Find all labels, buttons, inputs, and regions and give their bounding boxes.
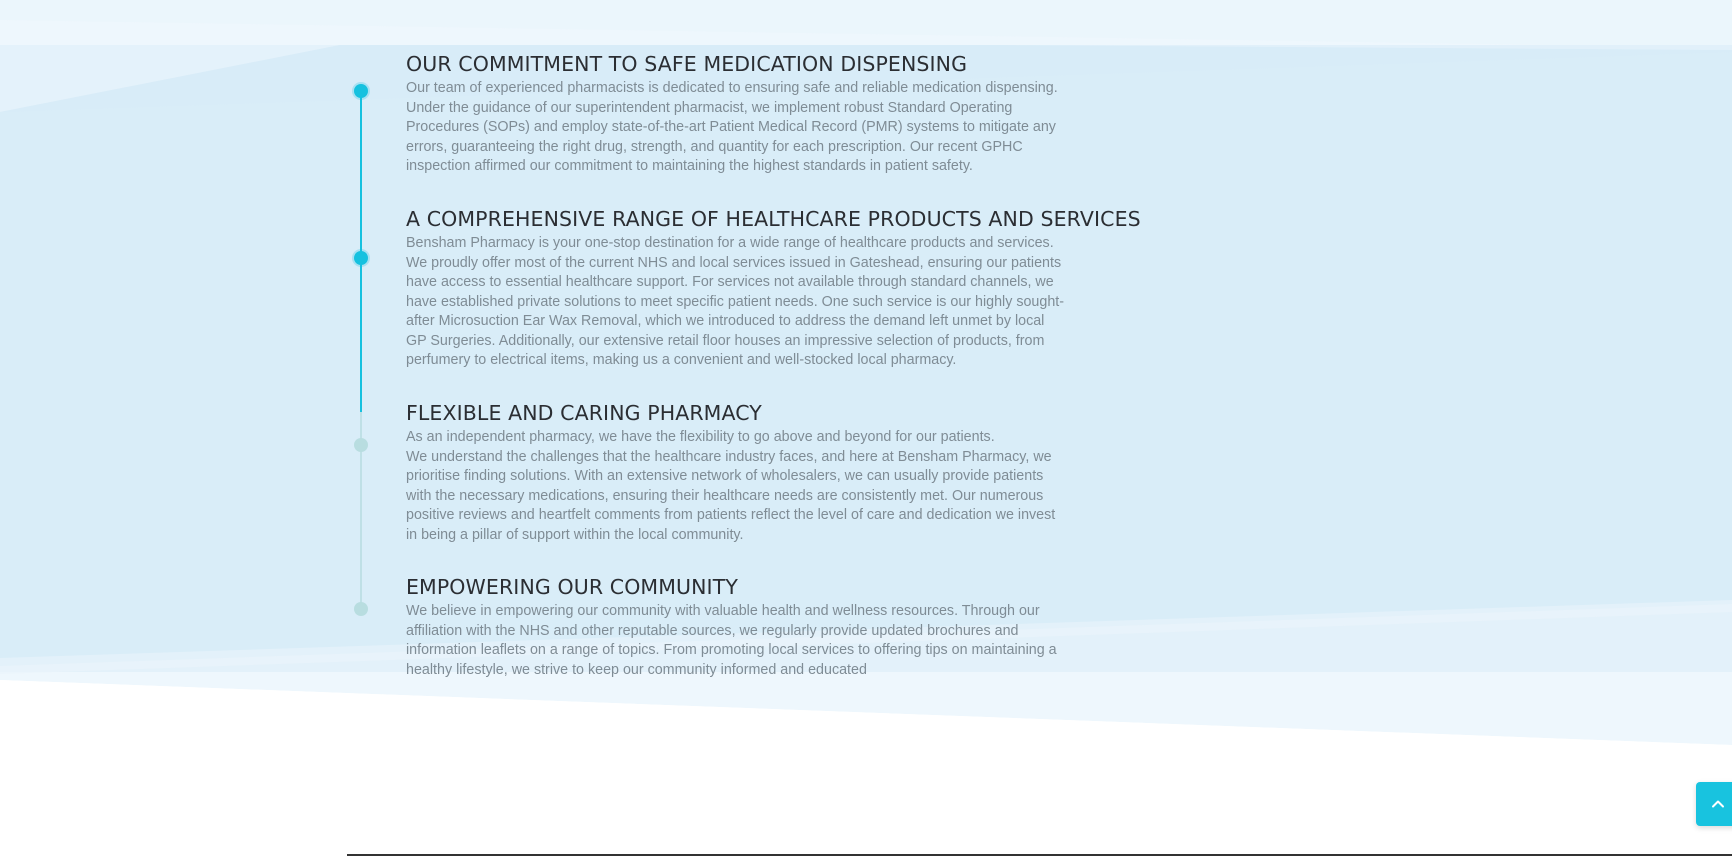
timeline-item-text: Bensham Pharmacy is your one-stop destination for a wide range of healthcare products and services. We proudly offer most of the current NHS and local services issued in Gateshead, ensuring our patients have access to essential healthcare support. For services not available through standard channels, we have established private solutions to meet specific patient needs. One such service is our highly sought- after Microsuction Ear Wax Removal, which we introduced to address the demand left unmet by local GP Surgeries. Additionally, our extensive retail floor houses an impressive selection of products, from perfumery to electrical items, making us a convenient and well-stocked local pharmacy.	[406, 235, 1065, 368]
timeline-item-text: As an independent pharmacy, we have the flexibility to go above and beyond for our patients. We understand the challenges that the healthcare industry faces, and here at Bensham Pharmacy, we prioritise finding solutions. With an extensive network of wholesalers, we can usually provide patients with the necessary medications, ensuring their healthcare needs are consistently met. Our numerous positive reviews and heartfelt comments from patients reflect the level of care and dedication we invest in being a pillar of support within the local community.	[406, 429, 1056, 543]
timeline-item-title: EMPOWERING OUR COMMUNITY	[406, 575, 738, 599]
timeline-item-empowering-community	[406, 574, 1096, 680]
timeline-item-title: A COMPREHENSIVE RANGE OF HEALTHCARE PRODUCTS AND SERVICES	[406, 207, 1141, 231]
timeline-item-flexible-pharmacy	[406, 400, 1096, 545]
timeline-dot-4	[354, 602, 368, 616]
timeline-item-title: OUR COMMITMENT TO SAFE MEDICATION DISPENSING	[406, 52, 968, 76]
timeline-item-text: Our team of experienced pharmacists is dedicated to ensuring safe and reliable medication dispensing. Under the guidance of our superintendent pharmacist, we implement robust Standard Operating Procedures (SOPs) and employ state-of-the-art Patient Medical Record (PMR) systems to mitigate any errors, guaranteeing the right drug, strength, and quantity for each prescription. Our recent GPHC inspection affirmed our commitment to maintaining the highest standards in patient safety.	[406, 80, 1058, 174]
timeline-item-title: FLEXIBLE AND CARING PHARMACY	[406, 401, 762, 425]
timeline-dot-1	[354, 84, 368, 98]
chevron-up-icon	[1710, 796, 1726, 812]
timeline-item-safe-dispensing	[406, 51, 1096, 177]
back-to-top-button[interactable]	[1696, 782, 1732, 826]
timeline-dot-2	[354, 251, 368, 265]
timeline-dot-3	[354, 438, 368, 452]
timeline-item-text: We believe in empowering our community with valuable health and wellness resources. Through our affiliation with the NHS and other reputable sources, we regularly provide updated brochures and information leaflets on a range of topics. From promoting local services to offering tips on maintaining a healthy lifestyle, we strive to keep our community informed and educated	[406, 603, 1057, 678]
timeline-item-healthcare-products	[406, 206, 1141, 371]
